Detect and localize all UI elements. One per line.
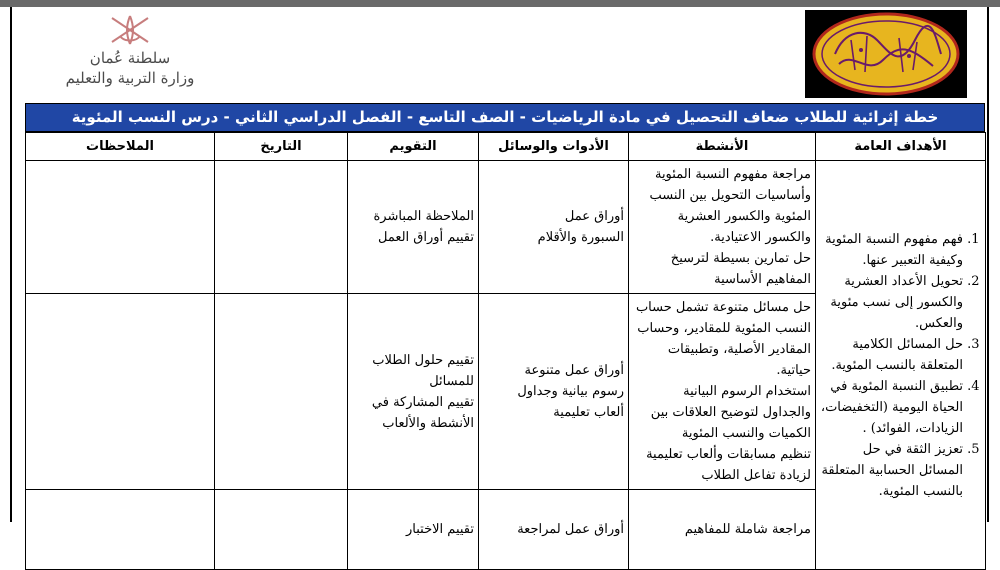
activities-cell: [629, 294, 816, 490]
col-header-assessment: التقويم: [348, 133, 479, 161]
assessment-cell: [348, 490, 479, 570]
goal-item: 3. حل المسائل الكلامية المتعلقة بالنسب المئوية.: [820, 334, 963, 376]
table-header-row: [26, 133, 986, 161]
col-header-date: التاريخ: [215, 133, 348, 161]
tool-text: أوراق عمل لمراجعة: [517, 522, 624, 537]
tool-text: رسوم بيانية وجداول: [517, 384, 624, 399]
activities-cell: [629, 161, 816, 294]
calligraphy-logo: [805, 10, 967, 98]
activity-text: مراجعة شاملة للمفاهيم: [684, 522, 811, 537]
date-cell: [215, 294, 348, 490]
assessment-text: تقييم حلول الطلاب للمسائل: [372, 352, 474, 389]
table-row: [26, 161, 986, 294]
date-cell: [215, 490, 348, 570]
tools-cell: [479, 490, 629, 570]
goal-item: 4. تطبيق النسبة المئوية في الحياة اليومية (التخفيضات، الزيادات، الفوائد) .: [820, 376, 963, 439]
col-header-notes: الملاحظات: [26, 133, 215, 161]
ministry-line-1: سلطنة عُمان: [89, 49, 171, 67]
col-header-tools: الأدوات والوسائل: [479, 133, 629, 161]
activity-text: حل تمارين بسيطة لترسيخ المفاهيم الأساسية: [670, 251, 811, 287]
goals-cell: [816, 161, 986, 570]
date-cell: [215, 161, 348, 294]
activity-text: مراجعة مفهوم النسبة المئوية وأساسيات التحويل بين النسب المئوية والكسور العشرية والكسور الاعتيادية.: [649, 167, 811, 245]
page-border-right: [987, 7, 989, 522]
activity-text: تنظيم مسابقات وألعاب تعليمية لزيادة تفاعل الطلاب: [646, 447, 811, 483]
tool-text: أوراق عمل: [564, 209, 624, 224]
goal-item: 1. فهم مفهوم النسبة المئوية وكيفية التعبير عنها.: [820, 229, 963, 271]
ministry-logo: [40, 12, 220, 92]
goal-item: 2. تحويل الأعداد العشرية والكسور إلى نسب مئوية والعكس.: [820, 271, 963, 334]
notes-cell: [26, 490, 215, 570]
ministry-line-2: وزارة التربية والتعليم: [65, 69, 195, 87]
assessment-cell: [348, 294, 479, 490]
col-header-goals: الأهداف العامة: [816, 133, 986, 161]
assessment-text: الملاحظة المباشرة: [373, 209, 474, 224]
assessment-cell: [348, 161, 479, 294]
tool-text: السبورة والأقلام: [537, 230, 624, 245]
page-border-left: [10, 7, 12, 522]
goal-item: 5. تعزيز الثقة في حل المسائل الحسابية المتعلقة بالنسب المئوية.: [820, 439, 963, 502]
col-header-activities: الأنشطة: [629, 133, 816, 161]
assessment-text: تقييم أوراق العمل: [377, 230, 474, 245]
plan-title: خطة إثرائية للطلاب ضعاف التحصيل في مادة الرياضيات - الصف التاسع - الفصل الدراسي الثاني - درس النسب المئوية: [25, 103, 985, 132]
assessment-text: تقييم الاختبار: [406, 522, 474, 537]
tool-text: أوراق عمل متنوعة: [524, 363, 624, 378]
assessment-text: تقييم المشاركة في الأنشطة والألعاب: [371, 394, 474, 431]
tool-text: ألعاب تعليمية: [553, 405, 624, 420]
plan-table: [25, 132, 986, 570]
tools-cell: [479, 294, 629, 490]
activities-cell: [629, 490, 816, 570]
tools-cell: [479, 161, 629, 294]
oman-emblem-icon: [40, 12, 220, 48]
top-bar: [0, 0, 1000, 7]
activity-text: حل مسائل متنوعة تشمل حساب النسب المئوية للمقادير، وحساب المقادير الأصلية، وتطبيقات حياتية.: [635, 300, 811, 378]
activity-text: استخدام الرسوم البيانية والجداول لتوضيح العلاقات بين الكميات والنسب المئوية: [650, 384, 811, 441]
notes-cell: [26, 161, 215, 294]
notes-cell: [26, 294, 215, 490]
